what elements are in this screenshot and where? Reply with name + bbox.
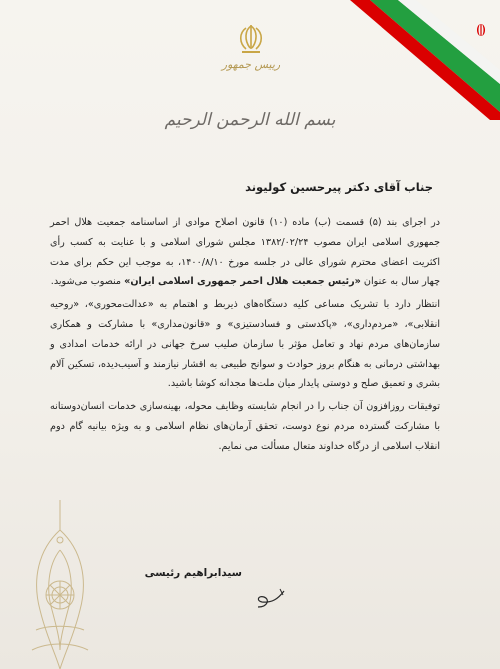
addressee: جناب آقای دکتر پیرحسین کولیوند bbox=[245, 180, 433, 194]
paragraph-2-text: انتظار دارد با تشریک مساعی کلیه دستگاه‌های ذیربط و اهتمام به «عدالت‌محوری»، «روحیه انقلابی»، «مردم‌داری»، «پاکدستی و فسادستیزی» و «قانون‌مداری» با مشارکت و همکاری سازمان‌های مردم نهاد و تعامل مؤثر با سازمان صلیب سرخ جهانی در ارائه خدمات امدادی و بهداشتی درمانی به هنگام بروز حوادث و سوانح طبیعی به اقشار نیازمند و آسیب‌دیده، تسکین آلام بشری و تعمیق صلح و دوستی پایدار میان ملت‌ها مجدانه کوشا باشید. bbox=[50, 299, 440, 390]
paragraph-3-text: توفیقات روزافزون آن جناب را در انجام شایسته وظایف محوله، بهینه‌سازی خدمات انسان‌دوستانه با مشارکت گسترده مردم نوع دوست، تحقق آرمان‌های نظام اسلامی و به ویژه بیانیه گام دوم انقلاب اسلامی از درگاه خداوند متعال مسألت می نمایم. bbox=[50, 401, 440, 452]
paragraph-1-text: در اجرای بند (۵) قسمت (ب) ماده (۱۰) قانون اصلاح موادی از اساسنامه جمعیت هلال احمر جمهوری اسلامی ایران مصوب ۱۳۸۲/۰۲/۲۴ مجلس شورای اسلامی و با عنایت به کسب رأی اکثریت اعضای محترم شورای عالی در جلسه مورخ ۱۴۰۰/۸/۱۰، به موجب این حکم برای مدت چهار سال به عنوان bbox=[50, 217, 441, 288]
iran-flag-ribbon bbox=[350, 0, 500, 120]
presidential-header: رییس جمهور bbox=[221, 58, 281, 71]
appointment-title: «رئیس جمعیت هلال احمر جمهوری اسلامی ایران» bbox=[124, 276, 361, 288]
signer-name: سیدابراهیم رئیسی bbox=[144, 567, 242, 579]
paragraph-2 bbox=[50, 295, 440, 394]
letter-body bbox=[50, 213, 440, 460]
bismillah: بسم الله الرحمن الرحیم bbox=[164, 110, 336, 130]
paragraph-1-tail: منصوب می‌شوید. bbox=[50, 276, 125, 288]
handwritten-signature bbox=[250, 585, 290, 611]
paragraph-1 bbox=[50, 213, 440, 292]
paragraph-3 bbox=[50, 397, 440, 456]
islamic-ornament bbox=[18, 500, 103, 669]
iran-emblem-icon bbox=[236, 22, 266, 56]
